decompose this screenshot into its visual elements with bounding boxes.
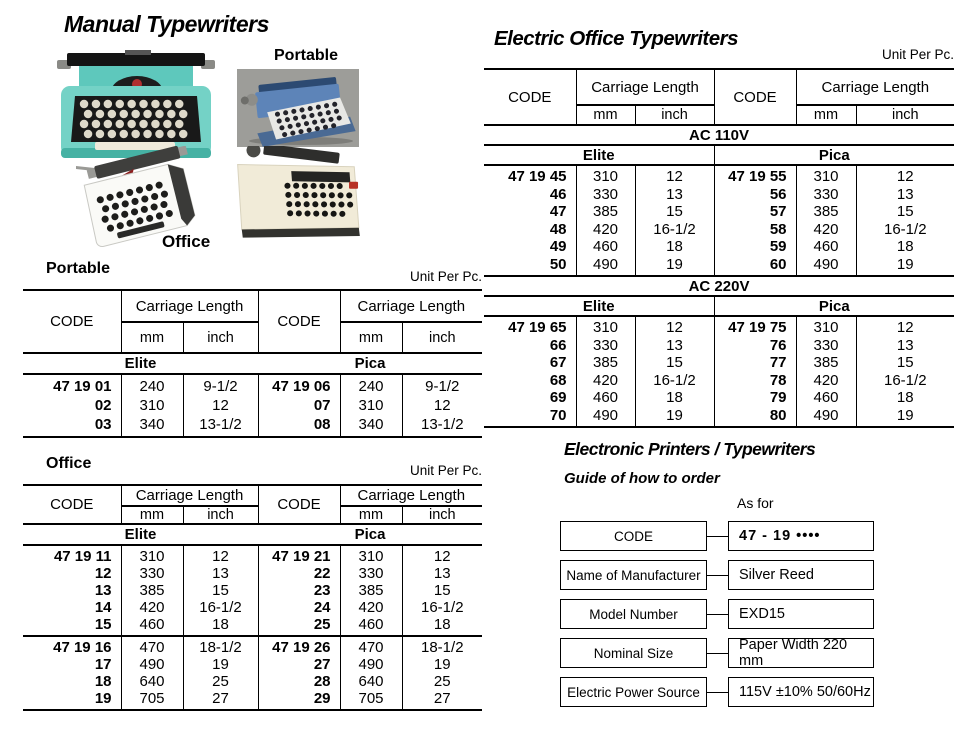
electric-table-body-220v	[484, 316, 954, 427]
value-cell: 330	[576, 337, 635, 355]
connector-line	[706, 575, 729, 576]
portable-table-body	[23, 374, 482, 437]
code-cell: 47 19 01	[53, 378, 112, 395]
voltage-band-row	[484, 276, 954, 296]
column-header-inch: inch	[402, 506, 482, 524]
column-header-code: CODE	[714, 69, 796, 125]
table-row	[484, 389, 954, 407]
code-cell: 67	[549, 354, 567, 371]
value-cell: 240	[121, 374, 183, 396]
value-cell: 12	[402, 396, 482, 415]
guide-label-manufacturer	[560, 560, 707, 590]
code-cell: 68	[549, 371, 567, 389]
elite-band-label: Elite	[23, 524, 258, 545]
code-cell: 49	[549, 238, 567, 255]
value-cell: 420	[121, 599, 183, 616]
code-cell: 80	[714, 407, 796, 428]
value-cell: 9-1/2	[402, 374, 482, 396]
guide-value-manufacturer	[728, 560, 874, 590]
table-row	[484, 203, 954, 221]
guide-value-text: Paper Width 220 mm	[739, 637, 848, 669]
manual-typewriters-title: Manual Typewriters	[64, 11, 269, 37]
value-cell: 460	[796, 238, 856, 256]
value-cell: 460	[576, 389, 635, 407]
office-table-header	[23, 485, 482, 524]
value-cell: 12	[856, 165, 954, 186]
guide-value-text: EXD15	[739, 606, 785, 622]
code-cell: 13	[94, 582, 112, 599]
value-cell: 12	[856, 316, 954, 337]
code-cell: 48	[549, 220, 567, 238]
value-cell: 460	[121, 616, 183, 636]
table-row	[23, 582, 482, 599]
guide-value-nominal-size	[728, 638, 874, 668]
guide-value-text: 47 - 19 ••••	[739, 528, 821, 544]
code-cell: 17	[94, 656, 112, 673]
column-header-carriage-length: Carriage Length	[121, 290, 258, 322]
value-cell: 340	[340, 415, 402, 437]
code-cell: 47 19 16	[53, 639, 112, 656]
value-cell: 13	[635, 186, 714, 204]
column-header-mm: mm	[796, 105, 856, 125]
value-cell: 13	[856, 337, 954, 355]
type-band-row	[484, 296, 954, 316]
electric-table	[484, 68, 954, 428]
code-cell: 14	[94, 599, 112, 616]
code-cell: 60	[714, 256, 796, 277]
value-cell: 330	[340, 565, 402, 582]
code-cell: 28	[258, 673, 340, 690]
office-unit-per-pc: Unit Per Pc.	[409, 463, 482, 478]
value-cell: 18	[635, 389, 714, 407]
code-cell: 58	[714, 221, 796, 239]
value-cell: 310	[576, 316, 635, 337]
column-header-mm: mm	[576, 105, 635, 125]
voltage-band-row	[484, 125, 954, 145]
cream-office-typewriter-image	[228, 146, 366, 250]
value-cell: 18	[856, 238, 954, 256]
table-row	[484, 407, 954, 428]
value-cell: 18	[402, 616, 482, 636]
column-header-code: CODE	[23, 290, 121, 353]
pica-band-label: Pica	[258, 353, 482, 374]
value-cell: 310	[340, 545, 402, 565]
value-cell: 16-1/2	[856, 221, 954, 239]
code-cell: 47 19 26	[258, 636, 340, 656]
guide-label-code	[560, 521, 707, 551]
value-cell: 310	[576, 165, 635, 186]
value-cell: 19	[402, 656, 482, 673]
guide-label-text: CODE	[613, 528, 653, 544]
value-cell: 330	[121, 565, 183, 582]
electric-table-header	[484, 69, 954, 125]
value-cell: 240	[340, 374, 402, 396]
column-header-inch: inch	[856, 105, 954, 125]
portable-image-label: Portable	[274, 47, 339, 64]
column-header-code: CODE	[484, 69, 576, 125]
column-header-inch: inch	[402, 322, 482, 353]
code-cell: 76	[714, 337, 796, 355]
guide-label-text: Name of Manufacturer	[566, 567, 701, 583]
table-row	[23, 565, 482, 582]
guide-label-power-source	[560, 677, 707, 707]
value-cell: 490	[796, 407, 856, 428]
value-cell: 460	[796, 389, 856, 407]
column-header-inch: inch	[183, 506, 258, 524]
blue-portable-typewriter-photo	[237, 69, 359, 147]
electric-table-body-110v	[484, 165, 954, 276]
value-cell: 490	[576, 256, 635, 277]
value-cell: 420	[340, 599, 402, 616]
guide-value-code	[728, 521, 874, 551]
value-cell: 470	[340, 636, 402, 656]
value-cell: 12	[183, 396, 258, 415]
value-cell: 16-1/2	[856, 372, 954, 390]
value-cell: 420	[576, 372, 635, 390]
column-header-carriage-length: Carriage Length	[340, 485, 482, 506]
value-cell: 490	[340, 656, 402, 673]
value-cell: 385	[576, 354, 635, 372]
column-header-code: CODE	[258, 290, 340, 353]
code-cell: 79	[714, 389, 796, 407]
value-cell: 460	[576, 238, 635, 256]
code-cell: 22	[258, 565, 340, 582]
office-table-body-group1	[23, 545, 482, 636]
code-cell: 23	[258, 582, 340, 599]
value-cell: 18-1/2	[402, 636, 482, 656]
value-cell: 18-1/2	[183, 636, 258, 656]
code-cell: 19	[94, 690, 112, 707]
table-row	[484, 238, 954, 256]
table-row	[484, 354, 954, 372]
code-cell: 57	[714, 203, 796, 221]
value-cell: 13	[402, 565, 482, 582]
code-cell: 29	[258, 690, 340, 710]
column-header-mm: mm	[121, 322, 183, 353]
value-cell: 15	[402, 582, 482, 599]
code-cell: 59	[714, 238, 796, 256]
value-cell: 640	[121, 673, 183, 690]
pica-band-label: Pica	[714, 296, 954, 316]
ac-110v-band-label: AC 110V	[484, 125, 954, 145]
value-cell: 15	[856, 203, 954, 221]
table-row	[484, 316, 954, 337]
electric-typewriters-title: Electric Office Typewriters	[494, 27, 739, 50]
value-cell: 490	[121, 656, 183, 673]
value-cell: 12	[635, 316, 714, 337]
value-cell: 18	[183, 616, 258, 636]
portable-section-heading: Portable	[46, 260, 111, 277]
value-cell: 330	[796, 186, 856, 204]
guide-subtitle: Guide of how to order	[564, 470, 720, 487]
guide-value-model	[728, 599, 874, 629]
guide-value-text: 115V ±10% 50/60Hz	[739, 684, 871, 700]
code-cell: 24	[258, 599, 340, 616]
value-cell: 490	[576, 407, 635, 428]
value-cell: 420	[576, 221, 635, 239]
value-cell: 15	[635, 203, 714, 221]
value-cell: 330	[576, 186, 635, 204]
connector-line	[706, 614, 729, 615]
code-cell: 78	[714, 372, 796, 390]
pica-band-label: Pica	[258, 524, 482, 545]
value-cell: 490	[796, 256, 856, 277]
code-cell: 18	[94, 673, 112, 690]
value-cell: 310	[121, 396, 183, 415]
value-cell: 640	[340, 673, 402, 690]
value-cell: 310	[121, 545, 183, 565]
value-cell: 310	[340, 396, 402, 415]
type-band-row	[23, 353, 482, 374]
value-cell: 12	[635, 165, 714, 186]
value-cell: 705	[121, 690, 183, 710]
as-for-label: As for	[737, 495, 774, 511]
table-row	[484, 186, 954, 204]
ac-220v-band-label: AC 220V	[484, 276, 954, 296]
value-cell: 310	[796, 165, 856, 186]
value-cell: 18	[635, 238, 714, 256]
guide-value-text: Silver Reed	[739, 567, 814, 583]
code-cell: 15	[23, 616, 121, 636]
value-cell: 385	[576, 203, 635, 221]
portable-unit-per-pc: Unit Per Pc.	[409, 269, 482, 284]
value-cell: 27	[402, 690, 482, 710]
value-cell: 13-1/2	[183, 415, 258, 437]
value-cell: 340	[121, 415, 183, 437]
portable-table-header	[23, 290, 482, 353]
table-row	[23, 656, 482, 673]
table-row	[23, 636, 482, 656]
value-cell: 13-1/2	[402, 415, 482, 437]
column-header-mm: mm	[340, 322, 402, 353]
code-cell: 27	[258, 656, 340, 673]
type-band-row	[484, 145, 954, 165]
code-cell: 03	[94, 416, 112, 433]
value-cell: 16-1/2	[402, 599, 482, 616]
table-row	[23, 415, 482, 437]
value-cell: 13	[635, 337, 714, 355]
column-header-code: CODE	[23, 485, 121, 524]
code-cell: 47 19 06	[258, 374, 340, 396]
elite-band-label: Elite	[23, 353, 258, 374]
value-cell: 460	[340, 616, 402, 636]
code-cell: 12	[94, 565, 112, 582]
value-cell: 385	[796, 354, 856, 372]
column-header-mm: mm	[121, 506, 183, 524]
code-cell: 47 19 75	[714, 316, 796, 337]
value-cell: 19	[856, 256, 954, 277]
value-cell: 385	[340, 582, 402, 599]
value-cell: 16-1/2	[635, 372, 714, 390]
table-row	[484, 256, 954, 277]
value-cell: 310	[796, 316, 856, 337]
code-cell: 47 19 55	[714, 165, 796, 186]
value-cell: 19	[635, 407, 714, 428]
value-cell: 25	[183, 673, 258, 690]
code-cell: 47 19 21	[258, 545, 340, 565]
value-cell: 470	[121, 636, 183, 656]
column-header-inch: inch	[183, 322, 258, 353]
value-cell: 13	[856, 186, 954, 204]
guide-value-power-source	[728, 677, 874, 707]
guide-label-model	[560, 599, 707, 629]
office-table-body-group2	[23, 636, 482, 710]
table-row	[23, 616, 482, 636]
code-cell: 47 19 11	[53, 548, 112, 565]
code-cell: 08	[258, 415, 340, 437]
value-cell: 27	[183, 690, 258, 710]
code-cell: 47	[549, 203, 567, 220]
code-cell: 47 19 65	[508, 319, 567, 336]
table-row	[23, 396, 482, 415]
value-cell: 420	[796, 372, 856, 390]
code-cell: 69	[549, 389, 567, 406]
code-cell: 70	[549, 406, 567, 424]
guide-label-nominal-size	[560, 638, 707, 668]
code-cell: 77	[714, 354, 796, 372]
value-cell: 9-1/2	[183, 374, 258, 396]
column-header-carriage-length: Carriage Length	[576, 69, 714, 105]
code-cell: 66	[549, 336, 567, 354]
value-cell: 705	[340, 690, 402, 710]
code-cell: 47 19 45	[508, 168, 567, 185]
code-cell: 07	[258, 396, 340, 415]
value-cell: 19	[635, 256, 714, 277]
code-cell: 02	[94, 397, 112, 414]
value-cell: 16-1/2	[183, 599, 258, 616]
column-header-carriage-length: Carriage Length	[340, 290, 482, 322]
value-cell: 16-1/2	[635, 221, 714, 239]
office-image-label: Office	[162, 232, 211, 251]
connector-line	[706, 653, 729, 654]
code-cell: 56	[714, 186, 796, 204]
value-cell: 25	[402, 673, 482, 690]
value-cell: 15	[635, 354, 714, 372]
table-row	[484, 372, 954, 390]
value-cell: 15	[856, 354, 954, 372]
value-cell: 19	[856, 407, 954, 428]
connector-line	[706, 692, 729, 693]
guide-label-text: Electric Power Source	[567, 684, 700, 700]
portable-table	[23, 289, 482, 438]
table-row	[484, 337, 954, 355]
pica-band-label: Pica	[714, 145, 954, 165]
value-cell: 13	[183, 565, 258, 582]
value-cell: 385	[796, 203, 856, 221]
column-header-mm: mm	[340, 506, 402, 524]
column-header-carriage-length: Carriage Length	[796, 69, 954, 105]
value-cell: 385	[121, 582, 183, 599]
value-cell: 330	[796, 337, 856, 355]
code-cell: 25	[258, 616, 340, 636]
office-section-heading: Office	[46, 455, 92, 472]
value-cell: 420	[796, 221, 856, 239]
office-table	[23, 484, 482, 711]
code-cell: 46	[549, 185, 567, 203]
table-row	[23, 673, 482, 690]
connector-line	[706, 536, 729, 537]
table-row	[23, 545, 482, 565]
value-cell: 19	[183, 656, 258, 673]
value-cell: 15	[183, 582, 258, 599]
value-cell: 18	[856, 389, 954, 407]
guide-label-text: Nominal Size	[593, 645, 674, 661]
table-row	[23, 374, 482, 396]
elite-band-label: Elite	[484, 145, 714, 165]
table-row	[23, 690, 482, 710]
table-row	[484, 221, 954, 239]
guide-label-text: Model Number	[589, 606, 678, 622]
column-header-inch: inch	[635, 105, 714, 125]
electric-unit-per-pc: Unit Per Pc.	[881, 47, 954, 62]
column-header-carriage-length: Carriage Length	[121, 485, 258, 506]
elite-band-label: Elite	[484, 296, 714, 316]
electronic-printers-title: Electronic Printers / Typewriters	[564, 439, 816, 459]
value-cell: 12	[402, 545, 482, 565]
table-row	[23, 599, 482, 616]
code-cell: 50	[484, 256, 576, 277]
column-header-code: CODE	[258, 485, 340, 524]
table-row	[484, 165, 954, 186]
value-cell: 12	[183, 545, 258, 565]
type-band-row	[23, 524, 482, 545]
